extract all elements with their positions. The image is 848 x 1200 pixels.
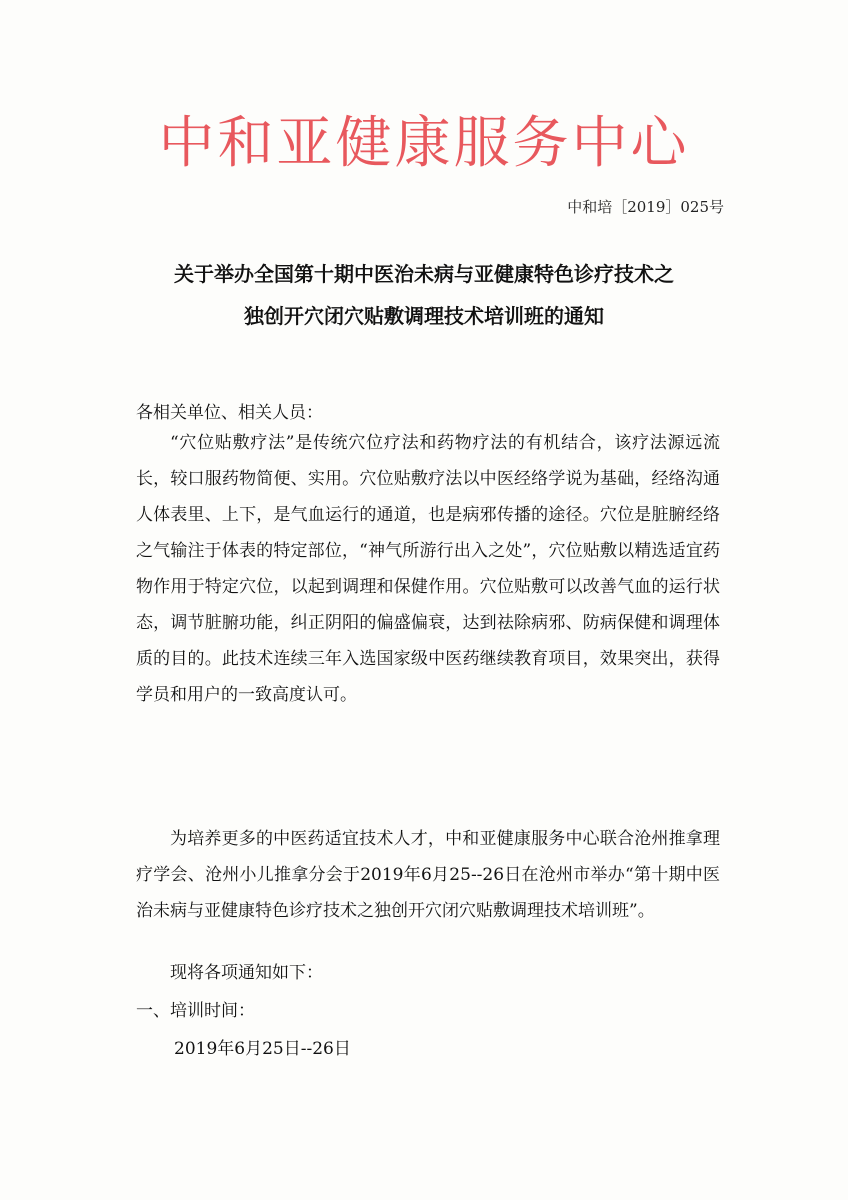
body-paragraph-1: “穴位贴敷疗法”是传统穴位疗法和药物疗法的有机结合，该疗法源远流长，较口服药物简便、实用。穴位贴敷疗法以中医经络学说为基础，经络沟通人体表里、上下，是气血运行的通道，也是病邪传播的途径。穴位是脏腑经络之气输注于体表的特定部位，“神气所游行出入之处”，穴位贴敷以精选适宜药物作用于特定穴位，以起到调理和保健作用。穴位贴敷可以改善气血的运行状态，调节脏腑功能，纠正阴阳的偏盛偏衰，达到祛除病邪、防病保健和调理体质的目的。此技术连续三年入选国家级中医药继续教育项目，效果突出，获得学员和用户的一致高度认可。 [136,433,720,705]
salutation: 各相关单位、相关人员： [136,403,323,423]
section-heading-training-time: 一、培训时间： [136,1001,255,1021]
notify-line: 现将各项通知如下： [170,963,323,983]
title-line-2: 独创开穴闭穴贴敷调理技术培训班的通知 [244,304,604,328]
body-paragraph-2: 为培养更多的中医药适宜技术人才，中和亚健康服务中心联合沧州推拿理疗学会、沧州小儿推拿分会于2019年6月25--26日在沧州市举办“第十期中医治未病与亚健康特色诊疗技术之独创开穴闭穴贴敷调理技术培训班”。 [136,829,720,921]
title-line-1: 关于举办全国第十期中医治未病与亚健康特色诊疗技术之 [174,262,674,286]
organization-header: 中和亚健康服务中心 [158,111,690,176]
training-time-value: 2019年6月25日--26日 [174,1039,351,1059]
document-number: 中和培［2019］025号 [567,198,724,216]
